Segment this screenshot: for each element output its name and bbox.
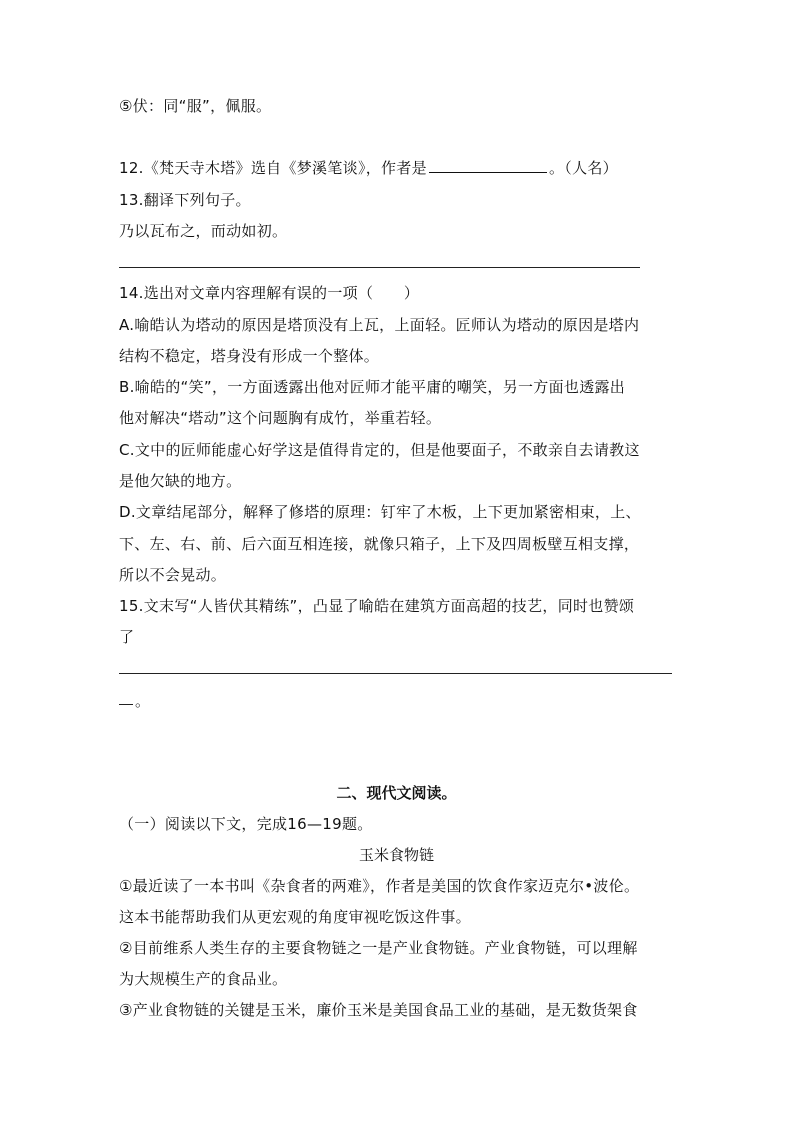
question-13-prompt: 13.翻译下列句子。 — [119, 191, 251, 209]
answer-line-15[interactable] — [119, 673, 672, 674]
section-heading: 二、现代文阅读。 — [336, 784, 457, 802]
option-b-line-2: 他对解决“塔动”这个问题胸有成竹，举重若轻。 — [119, 409, 442, 427]
option-d-line-3: 所以不会晃动。 — [119, 566, 227, 584]
option-c-line-2: 是他欠缺的地方。 — [119, 472, 242, 490]
article-title: 玉米食物链 — [358, 846, 434, 864]
option-d-line-2: 下、左、右、前、后六面互相连接，就像只箱子，上下及四周板壁互相支撑， — [119, 535, 640, 553]
answer-line-13[interactable] — [119, 267, 640, 268]
question-15-line-2: 了 — [119, 628, 135, 646]
question-12-suffix: 。（人名） — [548, 159, 618, 177]
note-5: ⑤伏：同“服”，佩服。 — [119, 97, 272, 115]
answer-line-15-end — [119, 704, 133, 705]
option-b-line-1: B.喻皓的“笑”，一方面透露出他对匠师才能平庸的嘲笑，另一方面也透露出 — [119, 378, 626, 396]
option-a-line-1: A.喻皓认为塔动的原因是塔顶没有上瓦，上面轻。匠师认为塔动的原因是塔内 — [119, 316, 640, 334]
option-a-line-2: 结构不稳定，塔身没有形成一个整体。 — [119, 347, 380, 365]
question-12-text: 12.《梵天寺木塔》选自《梦溪笔谈》，作者是 — [119, 159, 427, 177]
reading-instruction: （一）阅读以下文，完成16—19题。 — [119, 815, 373, 833]
paragraph-2-line-1: ②目前维系人类生存的主要食物链之一是产业食物链。产业食物链，可以理解 — [119, 939, 638, 957]
paragraph-2-line-2: 为大规模生产的食品业。 — [119, 970, 288, 988]
paragraph-1-line-1: ①最近读了一本书叫《杂食者的两难》，作者是美国的饮食作家迈克尔•波伦。 — [119, 877, 640, 895]
question-13-sentence: 乃以瓦布之，而动如初。 — [119, 222, 288, 240]
option-c-line-1: C.文中的匠师能虚心好学这是值得肯定的，但是他要面子，不敢亲自去请教这 — [119, 441, 640, 459]
question-12 — [119, 158, 618, 178]
question-15-end: 。 — [135, 692, 151, 710]
question-15-line-1: 15.文末写“人皆伏其精练”，凸显了喻皓在建筑方面高超的技艺，同时也赞颂 — [119, 597, 635, 615]
paragraph-3-line-1: ③产业食物链的关键是玉米，廉价玉米是美国食品工业的基础，是无数货架食 — [119, 1001, 638, 1019]
paragraph-1-line-2: 这本书能帮助我们从更宏观的角度审视吃饭这件事。 — [119, 908, 471, 926]
answer-blank-12[interactable] — [429, 158, 547, 173]
option-d-line-1: D.文章结尾部分，解释了修塔的原理：钉牢了木板，上下更加紧密相束，上、 — [119, 503, 641, 521]
question-14-prompt: 14.选出对文章内容理解有误的一项（ ） — [119, 284, 420, 302]
